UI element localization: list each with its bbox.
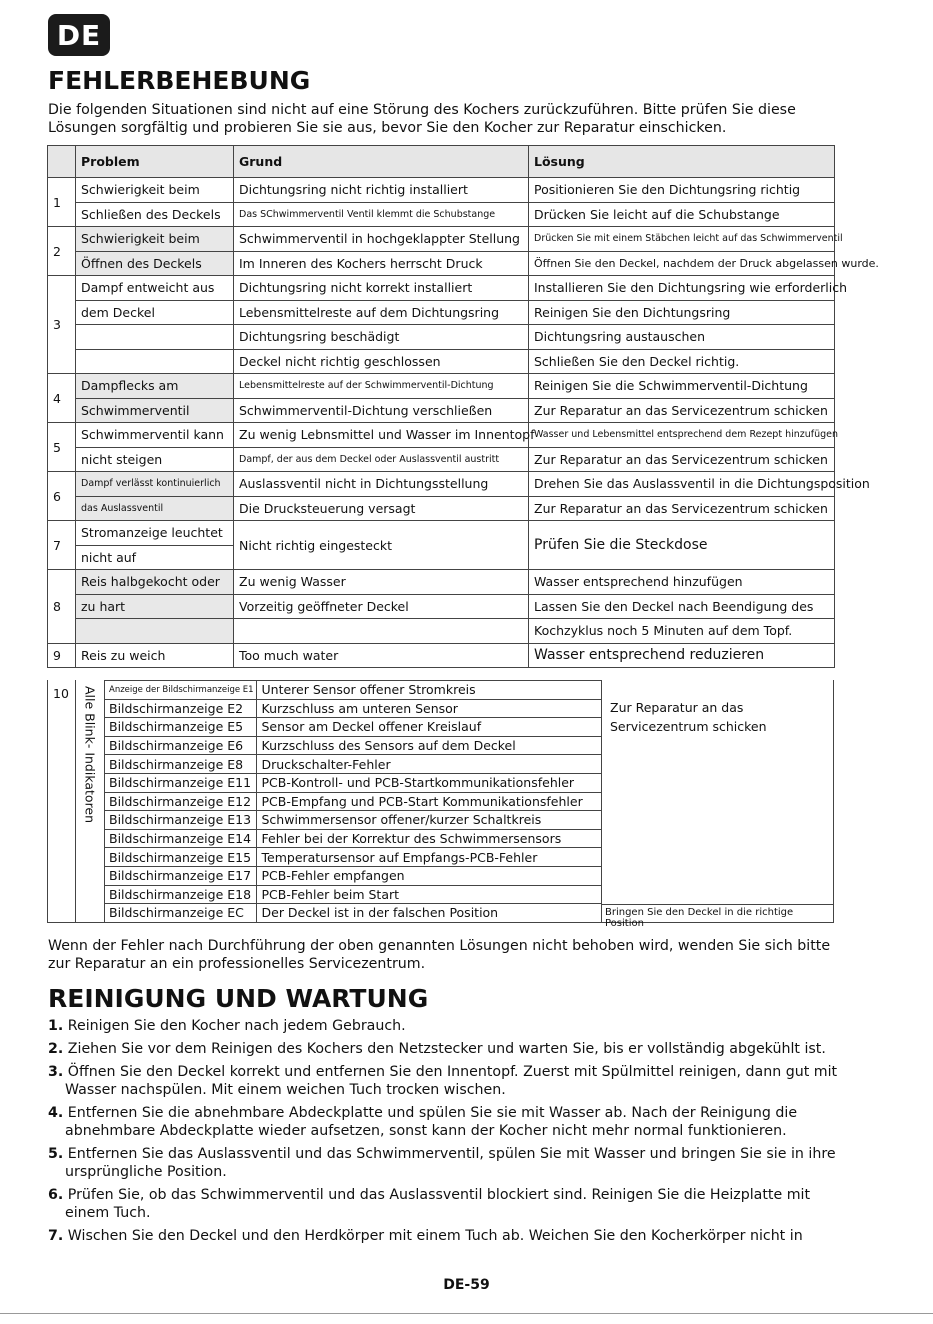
solution-cell: Dichtungsring austauschen [529,325,835,350]
closing-paragraph: Wenn der Fehler nach Durchführung der oben genannten Lösungen nicht behoben wird, wenden Sie sich bitte zur Reparatur an ein professionelles Servicezentrum. [48,938,831,972]
error-code-row [104,755,601,774]
error-reason: PCB-Empfang und PCB-Start Kommunikationsfehler [256,792,601,811]
solution-cell: Zur Reparatur an das Servicezentrum schicken [529,496,835,521]
list-item [48,1063,838,1099]
problem-cell: Schließen des Deckels [76,202,234,227]
list-number: 4. [48,1105,64,1121]
list-text: Ziehen Sie vor dem Reinigen des Kochers den Netzstecker und warten Sie, bis er vollständig abgekühlt ist. [67,1041,826,1057]
error-reason: Fehler bei der Korrektur des Schwimmersensors [256,829,601,848]
error-code: Bildschirmanzeige E12 [104,792,256,811]
header-problem: Problem [76,146,234,178]
error-code: Bildschirmanzeige E18 [104,885,256,904]
row-number: 10 [48,680,76,922]
solution-cell: Installieren Sie den Dichtungsring wie erforderlich [529,276,835,301]
table-row [48,496,835,521]
reason-cell: Zu wenig Wasser [234,570,529,595]
reason-cell: Lebensmittelreste auf dem Dichtungsring [234,300,529,325]
solution-cell: Schließen Sie den Deckel richtig. [529,349,835,374]
reason-cell: Schwimmerventil-Dichtung verschließen [234,398,529,423]
error-code-row [104,866,601,885]
section-title-cleaning: REINIGUNG UND WARTUNG [48,984,429,1013]
error-code-row [104,699,601,718]
solution-cell: Reinigen Sie die Schwimmerventil-Dichtung [529,374,835,399]
vertical-label: Alle Blink- Indikatoren [82,686,98,824]
error-code-row [104,885,601,904]
reason-cell: Nicht richtig eingesteckt [234,521,529,570]
reason-cell: Lebensmittelreste auf der Schwimmerventil-Dichtung [234,374,529,399]
error-code-row [104,681,601,700]
reason-cell: Dampf, der aus dem Deckel oder Auslassventil austritt [234,447,529,472]
table-row [48,349,835,374]
solution-cell: Positionieren Sie den Dichtungsring richtig [529,178,835,203]
list-text: Wischen Sie den Deckel und den Herdkörper mit einem Tuch ab. Weichen Sie den Kocherkörper nicht in [67,1228,803,1244]
error-code: Bildschirmanzeige EC [104,904,256,923]
problem-cell: Schwimmerventil kann [76,423,234,448]
row-number: 5 [48,423,76,472]
header-reason: Grund [234,146,529,178]
error-solution-last: Bringen Sie den Deckel in die richtige Position [601,904,833,922]
table-row [48,202,835,227]
reason-cell: Zu wenig Lebnsmittel und Wasser im Innentopf [234,423,529,448]
reason-cell: Schwimmerventil in hochgeklappter Stellung [234,227,529,252]
problem-cell: Schwierigkeit beim [76,178,234,203]
list-text: Entfernen Sie das Auslassventil und das Schwimmerventil, spülen Sie mit Wasser und bringen Sie sie in ihre ursprüngliche Position. [65,1146,836,1180]
table-body [48,178,879,668]
list-number: 6. [48,1187,64,1203]
problem-cell: Dampf verlässt kontinuierlich [76,472,234,497]
solution-cell: Reinigen Sie den Dichtungsring [529,300,835,325]
list-text: Prüfen Sie, ob das Schwimmerventil und das Auslassventil blockiert sind. Reinigen Sie die Heizplatte mit einem Tuch. [65,1187,811,1221]
list-number: 7. [48,1228,64,1244]
problem-cell: zu hart [76,594,234,619]
error-code: Bildschirmanzeige E5 [104,718,256,737]
error-code: Bildschirmanzeige E17 [104,866,256,885]
problem-cell: Dampf entweicht aus [76,276,234,301]
solution-cell: Drücken Sie mit einem Stäbchen leicht auf das Schwimmerventil [529,227,835,252]
error-reason: Schwimmersensor offener/kurzer Schaltkreis [256,811,601,830]
problem-cell [76,325,234,350]
vertical-label-cell [76,680,105,922]
error-reason: Temperatursensor auf Empfangs-PCB-Fehler [256,848,601,867]
problem-cell [76,619,234,644]
reason-cell: Auslassventil nicht in Dichtungsstellung [234,472,529,497]
error-code-row [104,904,601,923]
error-code-row [104,811,601,830]
list-number: 3. [48,1064,64,1080]
error-code-row [104,736,601,755]
solution-cell: Kochzyklus noch 5 Minuten auf dem Topf. [529,619,835,644]
problem-cell: das Auslassventil [76,496,234,521]
table-row [48,447,835,472]
list-item [48,1227,838,1245]
list-text: Reinigen Sie den Kocher nach jedem Gebrauch. [67,1018,406,1034]
list-text: Entfernen Sie die abnehmbare Abdeckplatte und spülen Sie sie mit Wasser ab. Nach der Reinigung die abnehmbare Abdeckplatte wieder aufsetzen, sonst kann der Kocher nicht mehr normal funktionieren. [65,1105,798,1139]
reason-cell: Das SChwimmerventil Ventil klemmt die Schubstange [234,202,529,227]
error-reason: Unterer Sensor offener Stromkreis [256,681,601,700]
cleaning-list [48,1017,838,1250]
header-num [48,146,76,178]
table-row [48,594,835,619]
problem-cell: Schwierigkeit beim [76,227,234,252]
reason-cell: Im Inneren des Kochers herrscht Druck [234,251,529,276]
error-reason: Druckschalter-Fehler [256,755,601,774]
row-number: 3 [48,276,76,374]
row-number: 6 [48,472,76,521]
problem-cell: dem Deckel [76,300,234,325]
problem-cell: Schwimmerventil [76,398,234,423]
table-row [48,227,835,252]
error-code: Bildschirmanzeige E8 [104,755,256,774]
reason-cell: Deckel nicht richtig geschlossen [234,349,529,374]
error-reason: PCB-Fehler beim Start [256,885,601,904]
problem-cell: Reis zu weich [76,643,234,668]
error-reason: Sensor am Deckel offener Kreislauf [256,718,601,737]
intro-paragraph: Die folgenden Situationen sind nicht auf eine Störung des Kochers zurückzuführen. Bitte prüfen Sie diese Lösungen sorgfältig und probieren Sie sie aus, bevor Sie den Kocher zur Reparatur einschicken. [48,102,796,136]
solution-cell: Lassen Sie den Deckel nach Beendigung des [529,594,835,619]
error-code-row [104,718,601,737]
row-number: 8 [48,570,76,644]
list-number: 1. [48,1018,64,1034]
error-code: Bildschirmanzeige E15 [104,848,256,867]
list-item [48,1040,838,1058]
error-code-row [104,848,601,867]
problem-cell: Öffnen des Deckels [76,251,234,276]
table-row [48,374,835,399]
error-code-block [47,680,834,929]
solution-cell: Wasser und Lebensmittel entsprechend dem Rezept hinzufügen [529,423,835,448]
error-reason: Der Deckel ist in der falschen Position [256,904,601,923]
table-row [48,643,835,668]
reason-cell: Dichtungsring nicht korrekt installiert [234,276,529,301]
error-code: Bildschirmanzeige E6 [104,736,256,755]
list-number: 5. [48,1146,64,1162]
row-number: 4 [48,374,76,423]
error-code: Anzeige der Bildschirmanzeige E1 [104,681,256,700]
page-number: DE-59 [443,1277,490,1293]
error-reason: PCB-Kontroll- und PCB-Startkommunikationsfehler [256,773,601,792]
table-row [48,276,835,301]
error-reason: Kurzschluss am unteren Sensor [256,699,601,718]
solution-cell: Drücken Sie leicht auf die Schubstange [529,202,835,227]
reason-cell [234,619,529,644]
table-row [48,570,835,595]
error-reason: PCB-Fehler empfangen [256,866,601,885]
table-row [48,472,835,497]
list-item [48,1104,838,1140]
list-item [48,1017,838,1035]
reason-cell: Dichtungsring nicht richtig installiert [234,178,529,203]
table-row [48,251,835,276]
solution-cell: Öffnen Sie den Deckel, nachdem der Druck abgelassen wurde. [529,251,835,276]
table-row [48,521,835,546]
row-number: 9 [48,643,76,668]
table-row [48,398,835,423]
table-row [48,619,835,644]
error-code-row [104,792,601,811]
reason-cell: Die Drucksteuerung versagt [234,496,529,521]
footer-rule [0,1313,933,1314]
language-badge: DE [48,14,110,56]
list-item [48,1145,838,1181]
table-row [48,300,835,325]
list-text: Öffnen Sie den Deckel korrekt und entfernen Sie den Innentopf. Zuerst mit Spülmittel reinigen, dann gut mit Wasser nachspülen. Mit einem weichen Tuch trocken wischen. [65,1064,838,1098]
problem-cell [76,349,234,374]
header-solution: Lösung [529,146,835,178]
solution-cell: Zur Reparatur an das Servicezentrum schicken [529,398,835,423]
row-number: 7 [48,521,76,570]
error-code: Bildschirmanzeige E13 [104,811,256,830]
row-number: 1 [48,178,76,227]
error-code: Bildschirmanzeige E11 [104,773,256,792]
error-code-row [104,829,601,848]
reason-cell: Too much water [234,643,529,668]
solution-cell: Prüfen Sie die Steckdose [529,521,835,570]
section-title-troubleshooting: FEHLERBEHEBUNG [48,66,311,95]
table-header-row [48,146,835,178]
table-row [48,178,835,203]
error-reason: Kurzschluss des Sensors auf dem Deckel [256,736,601,755]
solution-cell: Zur Reparatur an das Servicezentrum schicken [529,447,835,472]
error-code-table [104,680,602,923]
solution-cell: Wasser entsprechend hinzufügen [529,570,835,595]
problem-cell: nicht auf [76,545,234,570]
error-code: Bildschirmanzeige E2 [104,699,256,718]
solution-cell: Wasser entsprechend reduzieren [529,643,835,668]
error-code: Bildschirmanzeige E14 [104,829,256,848]
problem-cell: Dampflecks am [76,374,234,399]
list-item [48,1186,838,1222]
error-solution: Zur Reparatur an das Servicezentrum schicken [610,700,767,734]
problem-cell: Stromanzeige leuchtet [76,521,234,546]
troubleshooting-table [47,145,879,668]
table-row [48,423,835,448]
row-number: 2 [48,227,76,276]
table-row [48,325,835,350]
list-number: 2. [48,1041,64,1057]
reason-cell: Vorzeitig geöffneter Deckel [234,594,529,619]
solution-cell: Drehen Sie das Auslassventil in die Dichtungsposition [529,472,835,497]
problem-cell: Reis halbgekocht oder [76,570,234,595]
error-code-row [104,773,601,792]
problem-cell: nicht steigen [76,447,234,472]
reason-cell: Dichtungsring beschädigt [234,325,529,350]
